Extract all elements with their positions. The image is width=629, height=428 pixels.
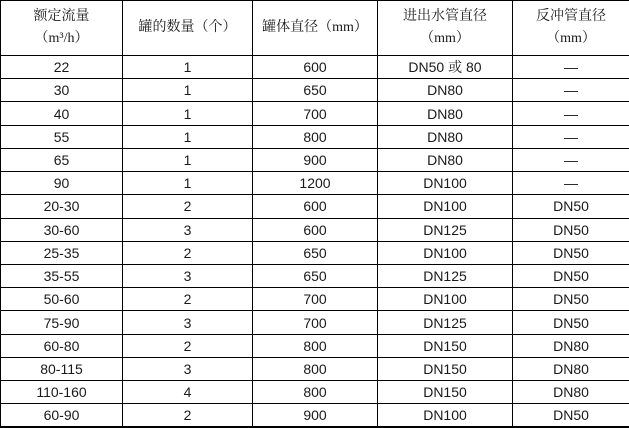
table-row — [1, 56, 629, 79]
table-cell-rated-flow: 90 — [1, 172, 123, 195]
table-cell-rated-flow: 110-160 — [1, 381, 123, 404]
table-cell-tank-quantity: 3 — [123, 311, 253, 334]
table-cell-tank-quantity: 1 — [123, 56, 253, 79]
table-cell-backwash-pipe: — — [513, 102, 629, 125]
table-cell-backwash-pipe: DN50 — [513, 264, 629, 287]
table-cell-tank-diameter: 700 — [253, 288, 378, 311]
table-cell-backwash-pipe: — — [513, 79, 629, 102]
column-header-backwash-pipe — [513, 1, 629, 56]
table-cell-rated-flow: 75-90 — [1, 311, 123, 334]
table-row — [1, 102, 629, 125]
table-body — [1, 56, 629, 428]
column-header-tank-diameter — [253, 1, 378, 56]
table-cell-backwash-pipe: DN50 — [513, 311, 629, 334]
column-header-inlet-outlet-pipe — [378, 1, 513, 56]
table-cell-inlet-outlet-pipe: DN150 — [378, 381, 513, 404]
table-cell-tank-quantity: 1 — [123, 125, 253, 148]
column-header-rated-flow — [1, 1, 123, 56]
table-cell-tank-quantity: 1 — [123, 172, 253, 195]
table-cell-tank-quantity: 1 — [123, 148, 253, 171]
header-label-line: 罐体直径（mm） — [262, 20, 368, 36]
table-cell-rated-flow: 30 — [1, 79, 123, 102]
table-cell-inlet-outlet-pipe: DN125 — [378, 311, 513, 334]
table-cell-tank-diameter: 650 — [253, 79, 378, 102]
header-label-line: 进出水管直径 — [403, 9, 487, 25]
table-cell-tank-quantity: 3 — [123, 264, 253, 287]
table-cell-backwash-pipe: DN80 — [513, 357, 629, 380]
table-cell-rated-flow: 50-60 — [1, 288, 123, 311]
table-cell-backwash-pipe: DN80 — [513, 381, 629, 404]
table-cell-rated-flow: 22 — [1, 56, 123, 79]
table-cell-rated-flow: 60-90 — [1, 404, 123, 427]
table-row — [1, 125, 629, 148]
table-cell-inlet-outlet-pipe: DN100 — [378, 288, 513, 311]
header-label-line: （mm） — [420, 31, 470, 46]
table-cell-rated-flow: 30-60 — [1, 218, 123, 241]
table-cell-rated-flow: 65 — [1, 148, 123, 171]
table-cell-rated-flow: 55 — [1, 125, 123, 148]
header-label-line: 反冲管直径 — [536, 9, 606, 25]
table-cell-tank-diameter: 650 — [253, 241, 378, 264]
table-cell-inlet-outlet-pipe: DN125 — [378, 264, 513, 287]
table-cell-backwash-pipe: — — [513, 125, 629, 148]
table-cell-inlet-outlet-pipe: DN80 — [378, 79, 513, 102]
table-cell-tank-quantity: 2 — [123, 404, 253, 427]
table-cell-backwash-pipe: DN50 — [513, 241, 629, 264]
table-cell-tank-diameter: 800 — [253, 381, 378, 404]
table-cell-tank-quantity: 4 — [123, 381, 253, 404]
table-header — [1, 1, 629, 56]
table-cell-rated-flow: 80-115 — [1, 357, 123, 380]
table-cell-tank-quantity: 2 — [123, 241, 253, 264]
table-cell-inlet-outlet-pipe: DN100 — [378, 241, 513, 264]
table-cell-tank-diameter: 800 — [253, 357, 378, 380]
table-cell-inlet-outlet-pipe: DN100 — [378, 172, 513, 195]
table-cell-inlet-outlet-pipe: DN125 — [378, 218, 513, 241]
table-cell-tank-diameter: 700 — [253, 102, 378, 125]
table-row — [1, 288, 629, 311]
table-cell-tank-quantity: 1 — [123, 102, 253, 125]
table-cell-backwash-pipe: DN50 — [513, 404, 629, 427]
table-cell-tank-diameter: 650 — [253, 264, 378, 287]
table-cell-inlet-outlet-pipe: DN100 — [378, 404, 513, 427]
header-label-line: 额定流量 — [33, 9, 90, 25]
table-row — [1, 148, 629, 171]
table-cell-rated-flow: 25-35 — [1, 241, 123, 264]
table-cell-tank-diameter: 900 — [253, 148, 378, 171]
table-cell-backwash-pipe: DN80 — [513, 334, 629, 357]
table-row — [1, 218, 629, 241]
header-row — [1, 1, 629, 56]
table-cell-tank-quantity: 2 — [123, 334, 253, 357]
table-cell-tank-diameter: 900 — [253, 404, 378, 427]
table-cell-inlet-outlet-pipe: DN80 — [378, 125, 513, 148]
table-cell-rated-flow: 60-80 — [1, 334, 123, 357]
table-row — [1, 357, 629, 380]
table-cell-inlet-outlet-pipe: DN50 或 80 — [378, 56, 513, 79]
table-cell-tank-quantity: 3 — [123, 357, 253, 380]
table-cell-tank-diameter: 1200 — [253, 172, 378, 195]
table-cell-backwash-pipe: — — [513, 148, 629, 171]
table-cell-tank-diameter: 700 — [253, 311, 378, 334]
table-row — [1, 195, 629, 218]
table-row — [1, 79, 629, 102]
table-row — [1, 241, 629, 264]
table-cell-inlet-outlet-pipe: DN80 — [378, 102, 513, 125]
table-cell-tank-quantity: 2 — [123, 288, 253, 311]
table-cell-backwash-pipe: — — [513, 172, 629, 195]
table-cell-tank-quantity: 2 — [123, 195, 253, 218]
table-cell-rated-flow: 40 — [1, 102, 123, 125]
table-cell-backwash-pipe: DN50 — [513, 218, 629, 241]
table-row — [1, 264, 629, 287]
table-row — [1, 404, 629, 427]
table-cell-tank-diameter: 800 — [253, 125, 378, 148]
table-cell-backwash-pipe: — — [513, 56, 629, 79]
table-row — [1, 334, 629, 357]
table-row — [1, 311, 629, 334]
table-cell-inlet-outlet-pipe: DN150 — [378, 357, 513, 380]
table-cell-backwash-pipe: DN50 — [513, 195, 629, 218]
table-cell-tank-quantity: 1 — [123, 79, 253, 102]
table-cell-inlet-outlet-pipe: DN80 — [378, 148, 513, 171]
table-cell-tank-diameter: 600 — [253, 218, 378, 241]
table-cell-inlet-outlet-pipe: DN150 — [378, 334, 513, 357]
header-label-line: （mm） — [546, 31, 596, 46]
header-label-line: （m³/h） — [34, 31, 89, 46]
table-cell-backwash-pipe: DN50 — [513, 288, 629, 311]
table-cell-inlet-outlet-pipe: DN100 — [378, 195, 513, 218]
table-cell-tank-diameter: 600 — [253, 195, 378, 218]
table-cell-tank-diameter: 800 — [253, 334, 378, 357]
table-cell-rated-flow: 20-30 — [1, 195, 123, 218]
table-cell-tank-quantity: 3 — [123, 218, 253, 241]
table-cell-rated-flow: 35-55 — [1, 264, 123, 287]
header-label-line: 罐的数量（个） — [138, 20, 237, 36]
table-row — [1, 381, 629, 404]
column-header-tank-quantity — [123, 1, 253, 56]
table-row — [1, 172, 629, 195]
table-cell-tank-diameter: 600 — [253, 56, 378, 79]
